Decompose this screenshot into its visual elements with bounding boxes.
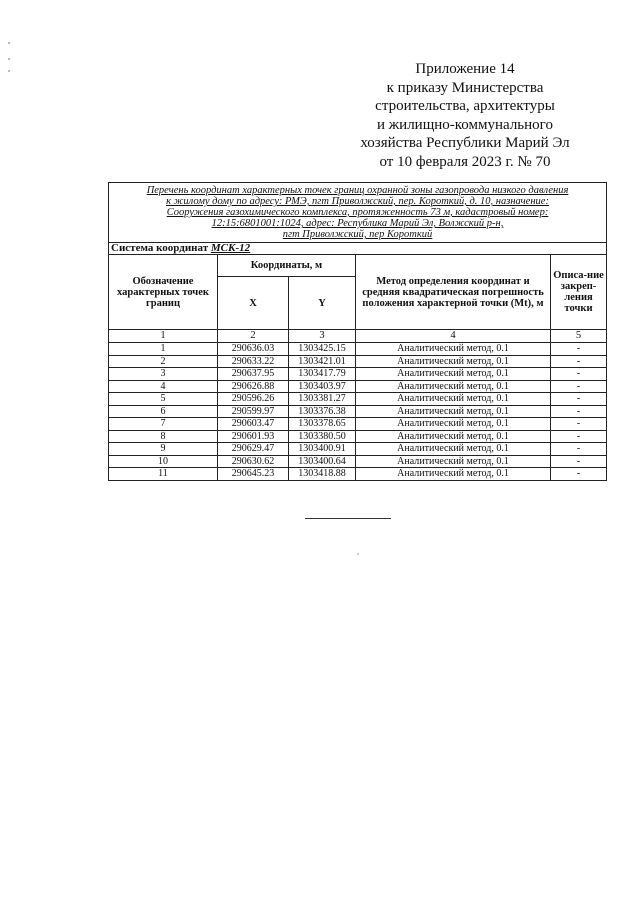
method-cell: Аналитический метод, 0.1 — [356, 405, 551, 418]
point-number: 5 — [109, 393, 218, 406]
description-cell: - — [551, 355, 607, 368]
margin-mark — [8, 70, 10, 72]
point-number: 10 — [109, 455, 218, 468]
title-line: 12:15:6801001:1024, адрес: Республика Марий Эл, Волжский р-н, — [211, 218, 504, 229]
data-rows — [109, 343, 607, 481]
method-cell: Аналитический метод, 0.1 — [356, 455, 551, 468]
table-row — [109, 343, 607, 356]
coord-y: 1303425.15 — [289, 343, 356, 356]
table-row — [109, 405, 607, 418]
header-line: хозяйства Республики Марий Эл — [360, 135, 570, 151]
method-cell: Аналитический метод, 0.1 — [356, 355, 551, 368]
point-number: 8 — [109, 430, 218, 443]
header-method: Метод определения координат и средняя квадратическая погрешность положения характерной точки (Mt), м — [356, 255, 551, 330]
method-cell: Аналитический метод, 0.1 — [356, 380, 551, 393]
document-header — [330, 60, 600, 171]
coord-x: 290603.47 — [218, 418, 289, 431]
description-cell: - — [551, 343, 607, 356]
coord-x: 290629.47 — [218, 443, 289, 456]
header-designation: Обозначение характерных точек границ — [109, 255, 218, 330]
header-y: Y — [289, 277, 356, 330]
coord-y: 1303418.88 — [289, 468, 356, 481]
coord-x: 290633.22 — [218, 355, 289, 368]
coordinates-table — [108, 182, 607, 481]
table-row — [109, 393, 607, 406]
method-cell: Аналитический метод, 0.1 — [356, 430, 551, 443]
bottom-rule — [305, 518, 391, 519]
margin-mark — [8, 42, 10, 44]
coord-x: 290630.62 — [218, 455, 289, 468]
point-number: 11 — [109, 468, 218, 481]
coord-y: 1303380.50 — [289, 430, 356, 443]
description-cell: - — [551, 393, 607, 406]
column-number: 1 — [109, 330, 218, 343]
method-cell: Аналитический метод, 0.1 — [356, 368, 551, 381]
header-line: строительства, архитектуры — [375, 98, 555, 114]
description-cell: - — [551, 380, 607, 393]
description-cell: - — [551, 430, 607, 443]
margin-mark — [8, 58, 10, 60]
coord-y: 1303381.27 — [289, 393, 356, 406]
coord-y: 1303378.65 — [289, 418, 356, 431]
table-row — [109, 468, 607, 481]
header-line: и жилищно-коммунального — [377, 116, 553, 133]
description-cell: - — [551, 418, 607, 431]
table-title — [109, 183, 607, 243]
header-row — [109, 255, 607, 277]
point-number: 1 — [109, 343, 218, 356]
column-number: 3 — [289, 330, 356, 343]
column-number: 2 — [218, 330, 289, 343]
description-cell: - — [551, 468, 607, 481]
point-number: 9 — [109, 443, 218, 456]
coord-x: 290626.88 — [218, 380, 289, 393]
coord-x: 290637.95 — [218, 368, 289, 381]
title-line: пгт Приволжский, пер Короткий — [282, 229, 433, 240]
table-row — [109, 380, 607, 393]
table-row — [109, 443, 607, 456]
coord-x: 290596.26 — [218, 393, 289, 406]
header-line: от 10 февраля 2023 г. № 70 — [379, 153, 551, 170]
coord-y: 1303400.64 — [289, 455, 356, 468]
header-line: к приказу Министерства — [386, 79, 544, 96]
column-number: 4 — [356, 330, 551, 343]
point-number: 4 — [109, 380, 218, 393]
coordinate-system-row — [109, 243, 607, 255]
coord-y: 1303400.91 — [289, 443, 356, 456]
coord-y: 1303403.97 — [289, 380, 356, 393]
point-number: 3 — [109, 368, 218, 381]
method-cell: Аналитический метод, 0.1 — [356, 468, 551, 481]
method-cell: Аналитический метод, 0.1 — [356, 418, 551, 431]
scan-mark — [357, 553, 359, 555]
table-row — [109, 418, 607, 431]
method-cell: Аналитический метод, 0.1 — [356, 343, 551, 356]
point-number: 7 — [109, 418, 218, 431]
method-cell: Аналитический метод, 0.1 — [356, 443, 551, 456]
table-row — [109, 368, 607, 381]
coordinate-system-value: МСК-12 — [210, 242, 251, 254]
point-number: 2 — [109, 355, 218, 368]
method-cell: Аналитический метод, 0.1 — [356, 393, 551, 406]
title-line: Перечень координат характерных точек границ охранной зоны газопровода низкого давления — [146, 185, 569, 196]
coord-x: 290599.97 — [218, 405, 289, 418]
header-x: X — [218, 277, 289, 330]
header-line: Приложение 14 — [415, 61, 515, 77]
coord-y: 1303421.01 — [289, 355, 356, 368]
header-coordinates: Координаты, м — [218, 255, 356, 277]
table-row — [109, 430, 607, 443]
coordinate-system-label: Система координат — [111, 242, 209, 254]
coordinate-system — [109, 243, 607, 255]
column-number: 5 — [551, 330, 607, 343]
point-number: 6 — [109, 405, 218, 418]
column-numbers-row — [109, 330, 607, 343]
coord-y: 1303376.38 — [289, 405, 356, 418]
coord-x: 290601.93 — [218, 430, 289, 443]
description-cell: - — [551, 455, 607, 468]
description-cell: - — [551, 443, 607, 456]
coord-x: 290645.23 — [218, 468, 289, 481]
title-line: к жилому дому по адресу: РМЭ, пгт Приволжский, пер. Короткий, д. 10, назначение: — [166, 196, 549, 207]
table-title-row — [109, 183, 607, 243]
description-cell: - — [551, 368, 607, 381]
header-description: Описа-ние закреп-ления точки — [551, 255, 607, 330]
table-row — [109, 355, 607, 368]
title-line: Сооружения газохимического комплекса, протяженность 73 м, кадастровый номер: — [166, 207, 549, 218]
coord-x: 290636.03 — [218, 343, 289, 356]
description-cell: - — [551, 405, 607, 418]
table-row — [109, 455, 607, 468]
coord-y: 1303417.79 — [289, 368, 356, 381]
